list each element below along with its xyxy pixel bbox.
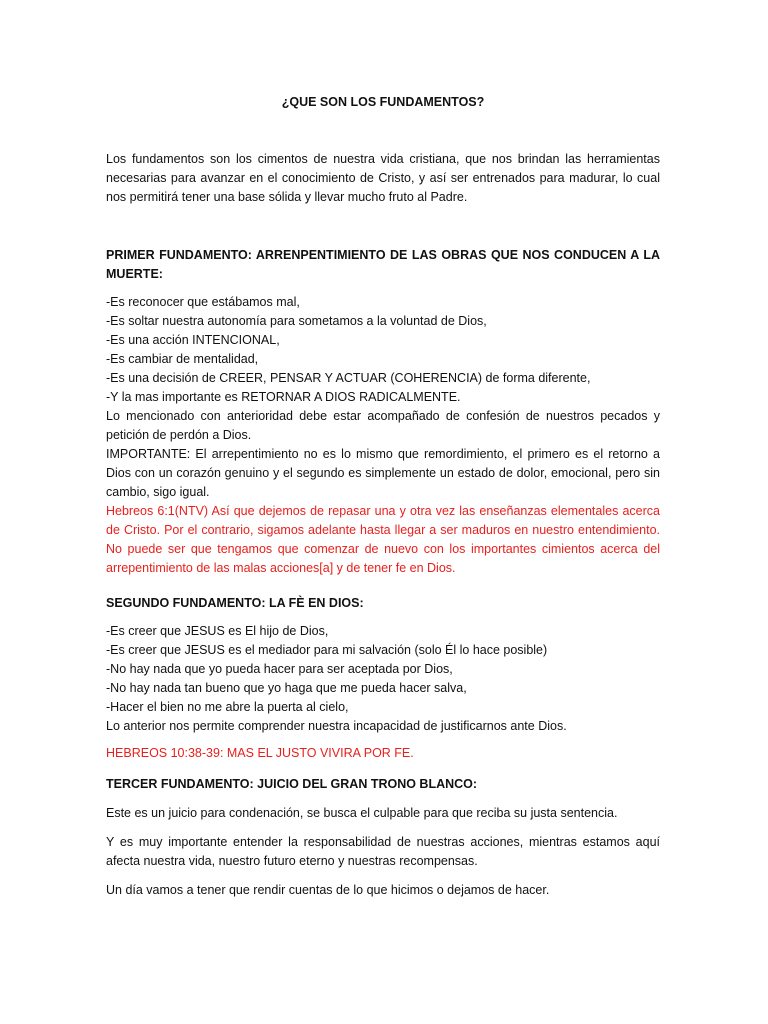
- list-item: -Es soltar nuestra autonomía para sometamos a la voluntad de Dios,: [106, 314, 487, 328]
- intro-paragraph: Los fundamentos son los cimentos de nuestra vida cristiana, que nos brindan las herramientas necesarias para avanzar en el conocimiento de Cristo, y así ser entrenados para madurar, lo cual nos permitirá tener una base sólida y llevar mucho fruto al Padre.: [106, 152, 660, 204]
- list-item: -Es reconocer que estábamos mal,: [106, 295, 300, 309]
- verse-hebreos-6: arrepentimiento de las malas acciones[a] y de tener fe en Dios.: [106, 561, 456, 575]
- note-paragraph: Lo mencionado con anterioridad debe estar acompañado de confesión de nuestros pecados y: [106, 409, 660, 423]
- important-paragraph: IMPORTANTE: El arrepentimiento no es lo mismo que remordimiento, el primero es el retorno a: [106, 447, 660, 461]
- list-item: -Hacer el bien no me abre la puerta al cielo,: [106, 700, 349, 714]
- first-fundament-list: [106, 293, 660, 578]
- second-fundament-heading: SEGUNDO FUNDAMENTO: LA FÈ EN DIOS:: [106, 596, 364, 610]
- list-item: -Es cambiar de mentalidad,: [106, 352, 259, 366]
- list-item: -Es creer que JESUS es el mediador para mi salvación (solo Él lo hace posible): [106, 643, 548, 657]
- list-item: -Es una decisión de CREER, PENSAR Y ACTUAR (COHERENCIA) de forma diferente,: [106, 371, 591, 385]
- list-item: -Es una acción INTENCIONAL,: [106, 333, 280, 347]
- verse-hebreos-10: HEBREOS 10:38-39: MAS EL JUSTO VIVIRA POR FE.: [106, 746, 414, 760]
- list-item: -Es creer que JESUS es El hijo de Dios,: [106, 624, 329, 638]
- third-paragraph-3: Un día vamos a tener que rendir cuentas de lo que hicimos o dejamos de hacer.: [106, 883, 550, 897]
- verse-hebreos-6: No puede ser que tengamos que comenzar de nuevo con los importantes cimientos acerca del: [106, 542, 660, 556]
- list-item: -No hay nada tan bueno que yo haga que me pueda hacer salva,: [106, 681, 467, 695]
- verse-hebreos-6: de Cristo. Por el contrario, sigamos adelante hasta llegar a ser maduros en nuestro entendimiento.: [106, 523, 660, 537]
- important-paragraph: Dios con un corazón genuino y el segundo es simplemente un estado de dolor, emocional, pero sin: [106, 466, 660, 480]
- second-fundament-list: [106, 622, 660, 736]
- note-paragraph: petición de perdón a Dios.: [106, 428, 252, 442]
- third-fundament-heading: TERCER FUNDAMENTO: JUICIO DEL GRAN TRONO BLANCO:: [106, 777, 478, 791]
- list-item: Lo anterior nos permite comprender nuestra incapacidad de justificarnos ante Dios.: [106, 719, 567, 733]
- third-paragraph-2: Y es muy importante entender la responsabilidad de nuestras acciones, mientras estamos aquí afecta nuestra vida, nuestro futuro eterno y nuestras recompensas.: [106, 835, 660, 868]
- important-paragraph: cambio, sigo igual.: [106, 485, 210, 499]
- document-title: ¿QUE SON LOS FUNDAMENTOS?: [281, 95, 485, 109]
- list-item: -Y la mas importante es RETORNAR A DIOS RADICALMENTE.: [106, 390, 461, 404]
- list-item: -No hay nada que yo pueda hacer para ser aceptada por Dios,: [106, 662, 453, 676]
- first-fundament-heading: PRIMER FUNDAMENTO: ARRENPENTIMIENTO DE LAS OBRAS QUE NOS CONDUCEN A LA MUERTE:: [106, 248, 660, 281]
- third-paragraph-1: Este es un juicio para condenación, se busca el culpable para que reciba su justa sentencia.: [106, 806, 618, 820]
- verse-hebreos-6: Hebreos 6:1(NTV) Así que dejemos de repasar una y otra vez las enseñanzas elementales acerca: [106, 504, 660, 518]
